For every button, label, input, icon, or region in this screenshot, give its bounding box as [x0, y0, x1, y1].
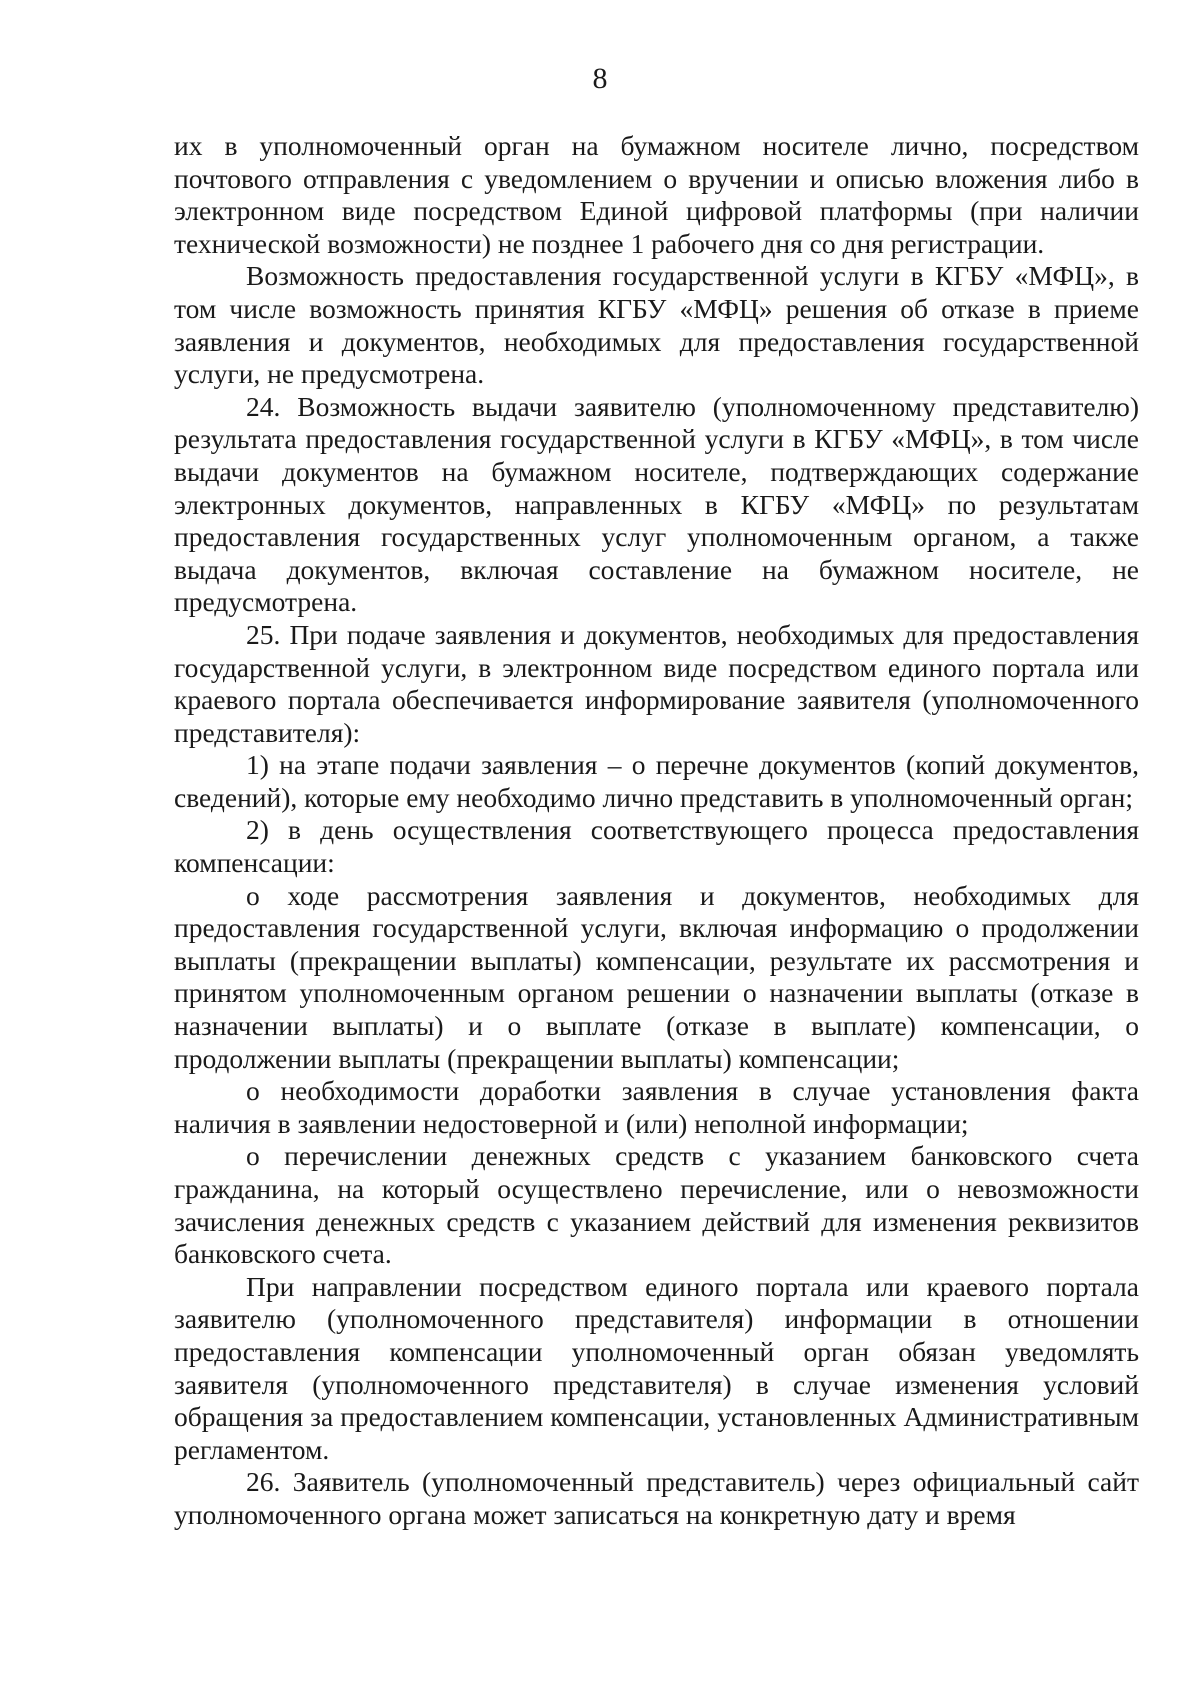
paragraph-item-24: 24. Возможность выдачи заявителю (уполномоченному представителю) результата предоставления государственной услуги в КГБУ «МФЦ», в том числе выдачи документов на бумажном носителе, подтверждающих содержание электронных документов, направленных в КГБУ «МФЦ» по результатам предоставления государственных услуг уполномоченным органом, а также выдача документов, включая составление на бумажном носителе, не предусмотрена. — [174, 390, 1139, 618]
paragraph: При направлении посредством единого портала или краевого портала заявителю (уполномоченного представителя) информации в отношении предоставления компенсации уполномоченный орган обязан уведомлять заявителя (уполномоченного представителя) в случае изменения условий обращения за предоставлением компенсации, установленных Административным регламентом. — [174, 1270, 1139, 1465]
paragraph-item-25: 25. При подаче заявления и документов, необходимых для предоставления государственной услуги, в электронном виде посредством единого портала или краевого портала обеспечивается информирование заявителя (уполномоченного представителя): — [174, 618, 1139, 748]
paragraph-item-26: 26. Заявитель (уполномоченный представитель) через официальный сайт уполномоченного органа может записаться на конкретную дату и время — [174, 1466, 1139, 1530]
document-body — [174, 130, 1139, 1532]
paragraph: о необходимости доработки заявления в случае установления факта наличия в заявлении недостоверной и (или) неполной информации; — [174, 1075, 1139, 1139]
paragraph: о перечислении денежных средств с указанием банковского счета гражданина, на который осуществлено перечисление, или о невозможности зачисления денежных средств с указанием действий для изменения реквизитов банковского счета. — [174, 1140, 1139, 1270]
paragraph: о ходе рассмотрения заявления и документов, необходимых для предоставления государственной услуги, включая информацию о продолжении выплаты (прекращении выплаты) компенсации, результате их рассмотрения и принятом уполномоченным органом решении о назначении выплаты (отказе в назначении выплаты) и о выплате (отказе в выплате) компенсации, о продолжении выплаты (прекращении выплаты) компенсации; — [174, 879, 1139, 1074]
paragraph: их в уполномоченный орган на бумажном носителе лично, посредством почтового отправления с уведомлением о вручении и описью вложения либо в электронном виде посредством Единой цифровой платформы (при наличии технической возможности) не позднее 1 рабочего дня со дня регистрации. — [174, 130, 1139, 259]
paragraph: Возможность предоставления государственной услуги в КГБУ «МФЦ», в том числе возможность принятия КГБУ «МФЦ» решения об отказе в приеме заявления и документов, необходимых для предоставления государственной услуги, не предусмотрена. — [174, 260, 1139, 390]
list-item: 2) в день осуществления соответствующего процесса предоставления компенсации: — [174, 814, 1139, 879]
list-item: 1) на этапе подачи заявления – о перечне документов (копий документов, сведений), которые ему необходимо лично представить в уполномоченный орган; — [174, 749, 1139, 813]
page-number: 8 — [592, 62, 608, 95]
